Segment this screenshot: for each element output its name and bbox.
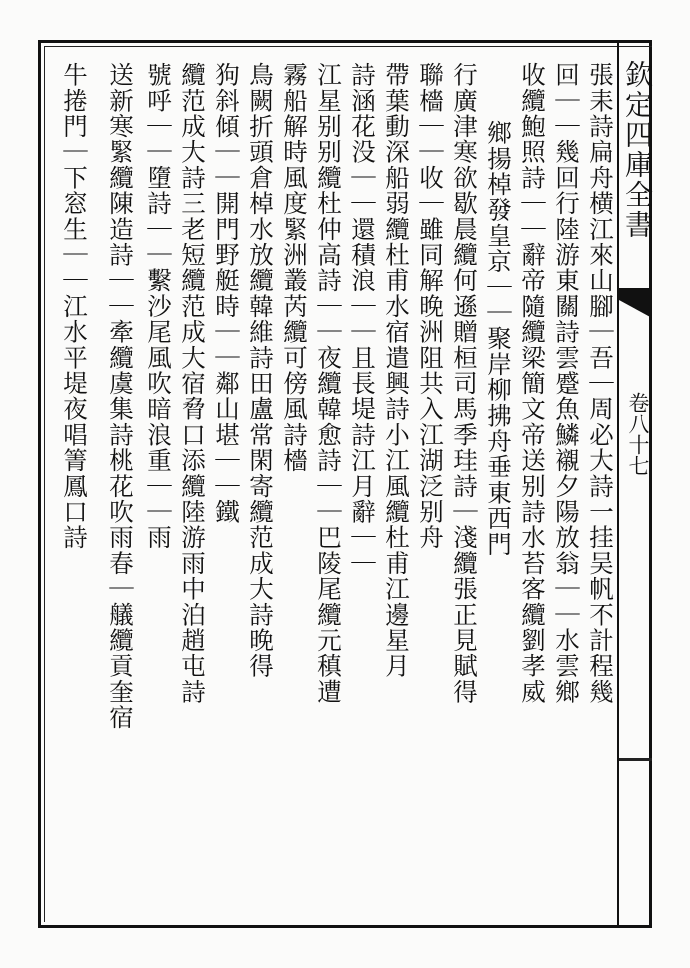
text-column-1: 張耒詩扁舟横江來山腳｜吾｜周必大詩一挂吴帆不計程幾 [586,62,615,705]
text-column-15: 送新寒緊纜陳造詩｜｜牽纜虞集詩桃花吹雨春｜艤纜貢奎宿 [106,62,135,731]
text-column-5: 行廣津寒欲歇晨纜何遜贈桓司馬季珪詩｜淺纜張正見賦得 [450,62,479,705]
text-column-8: 詩涵花没｜｜還積浪｜｜且長堤詩江月辭｜｜ [348,62,377,576]
text-column-3: 收纜鮑照詩｜｜辭帝隨纜梁簡文帝送别詩水苔客纜劉孝威 [518,62,547,705]
text-column-12: 狗斜傾｜｜開門野艇時｜｜鄰山堪｜｜鐵 [212,62,241,525]
text-column-11: 鳥闕折頭倉棹水放纜韓維詩田盧常閑寄纜范成大詩晚得 [246,62,275,679]
text-column-2: 回｜｜幾回行陸游東關詩雲蹙魚鱗襯夕陽放翁｜｜水雲鄉 [552,62,581,705]
text-column-9: 江星别别纜杜仲高詩｜｜夜纜韓愈詩｜｜巴陵尾纜元稹遭 [314,62,343,705]
text-column-7: 帶葉動深船弱纜杜甫水宿遣興詩小江風纜杜甫江邊星月 [382,62,411,679]
volume-number: 卷八十七 [626,392,650,476]
text-column-10: 霧船解時風度緊洲叢芮纜可傍風詩檣 [280,62,309,474]
text-column-14: 號呼｜｜墮詩｜｜繫沙尾風吹暗浪重｜｜雨 [144,62,173,551]
book-title: 欽定四庫全書 [621,60,654,240]
text-column-13: 纜范成大詩三老短纜范成大宿脅口添纜陸游雨中泊趙屯詩 [178,62,207,705]
margin-rule [619,758,652,761]
text-column-4: 鄉揚棹發皇京｜｜聚岸柳拂舟垂東西門 [484,120,513,557]
text-column-6: 聯檣｜｜收｜雖同解晚洲阻共入江湖泛别舟 [416,62,445,551]
text-column-16: 牛捲門｜下窓生｜｜江水平堤夜唱箐鳳口詩 [60,62,89,551]
